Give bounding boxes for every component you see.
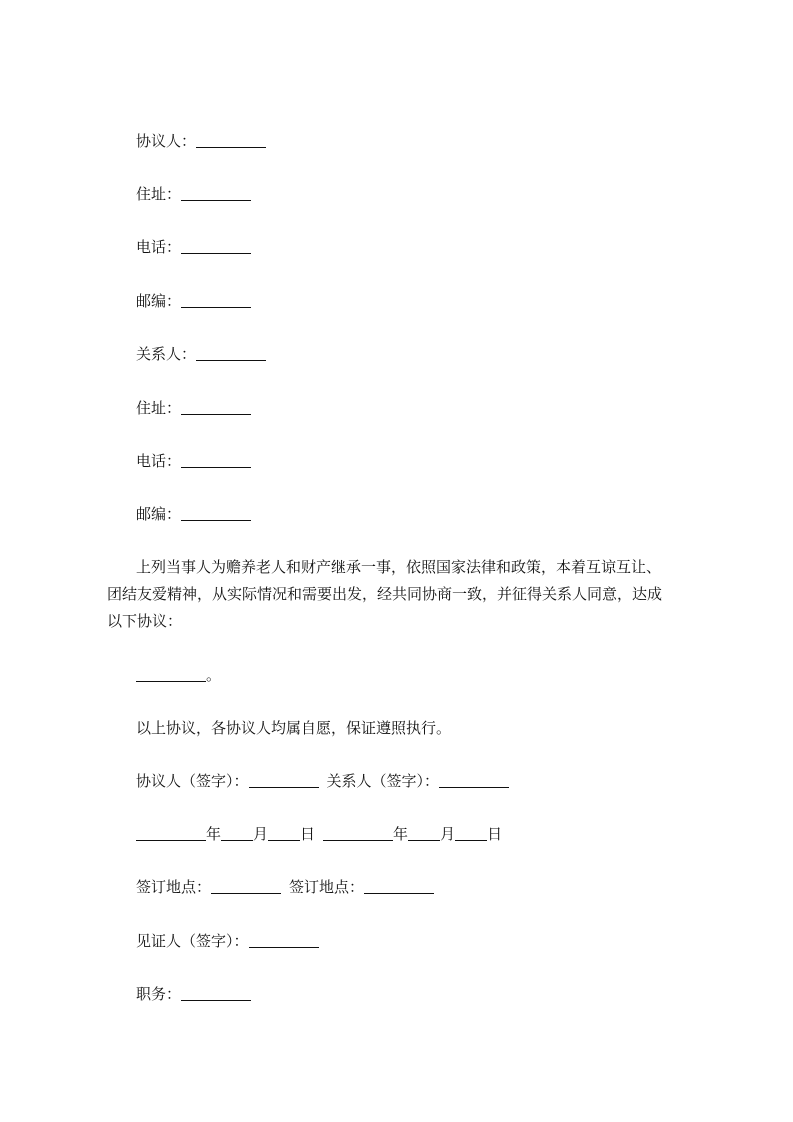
witness-blank[interactable]: [249, 933, 319, 948]
year-label-1: 年: [206, 825, 222, 843]
party-sign-blank[interactable]: [249, 773, 319, 788]
year-label-2: 年: [393, 825, 409, 843]
date-month-blank-2[interactable]: [408, 826, 440, 841]
party-sign-label: 协议人（签字）：: [136, 772, 249, 790]
date-day-blank-2[interactable]: [455, 826, 487, 841]
date-month-blank-1[interactable]: [221, 826, 253, 841]
related-postcode-label: 邮编：: [136, 505, 182, 523]
related-name-blank[interactable]: [196, 346, 266, 361]
party-row: [136, 131, 266, 151]
signature-row: [136, 771, 509, 791]
party-phone-label: 电话：: [136, 238, 182, 256]
related-label: 关系人：: [136, 345, 197, 363]
position-label: 职务：: [136, 985, 182, 1003]
related-address-blank[interactable]: [181, 400, 251, 415]
date-year-blank-1[interactable]: [136, 826, 206, 841]
preamble-line-1: 上列当事人为赡养老人和财产继承一事，依照国家法律和政策，本着互谅互让、: [136, 558, 662, 576]
place-row: [136, 877, 434, 897]
related-address-label: 住址：: [136, 399, 182, 417]
place-blank-1[interactable]: [211, 879, 281, 894]
agreement-content-blank[interactable]: [136, 667, 206, 682]
related-postcode-row: [136, 504, 251, 524]
day-label-2: 日: [487, 825, 503, 843]
preamble-line-2: 团结友爱精神，从实际情况和需要出发，经共同协商一致，并征得关系人同意，达成: [107, 585, 663, 603]
related-sign-blank[interactable]: [439, 773, 509, 788]
related-phone-row: [136, 451, 251, 471]
related-sign-label: 关系人（签字）：: [326, 772, 440, 790]
month-label-1: 月: [253, 825, 269, 843]
date-year-blank-2[interactable]: [323, 826, 393, 841]
party-address-row: [136, 184, 251, 204]
preamble-line-3: 以下协议：: [107, 612, 183, 630]
place-blank-2[interactable]: [364, 879, 434, 894]
agreement-content-row: [136, 665, 221, 685]
witness-label: 见证人（签字）：: [136, 932, 249, 950]
place-label-1: 签订地点：: [136, 878, 212, 896]
position-row: [136, 984, 251, 1004]
agreement-end-mark: 。: [206, 666, 222, 684]
party-address-label: 住址：: [136, 185, 182, 203]
related-phone-blank[interactable]: [181, 453, 251, 468]
related-address-row: [136, 398, 251, 418]
closing-statement: 以上协议，各协议人均属自愿，保证遵照执行。: [136, 719, 452, 737]
position-blank[interactable]: [181, 986, 251, 1001]
related-phone-label: 电话：: [136, 452, 182, 470]
day-label-1: 日: [300, 825, 316, 843]
party-label: 协议人：: [136, 132, 197, 150]
date-day-blank-1[interactable]: [268, 826, 300, 841]
party-postcode-row: [136, 291, 251, 311]
date-row: [136, 824, 502, 844]
related-row: [136, 344, 266, 364]
party-name-blank[interactable]: [196, 133, 266, 148]
party-postcode-blank[interactable]: [181, 293, 251, 308]
month-label-2: 月: [440, 825, 456, 843]
party-address-blank[interactable]: [181, 186, 251, 201]
party-phone-row: [136, 237, 251, 257]
related-postcode-blank[interactable]: [181, 506, 251, 521]
witness-row: [136, 931, 319, 951]
party-postcode-label: 邮编：: [136, 292, 182, 310]
party-phone-blank[interactable]: [181, 239, 251, 254]
place-label-2: 签订地点：: [289, 878, 365, 896]
